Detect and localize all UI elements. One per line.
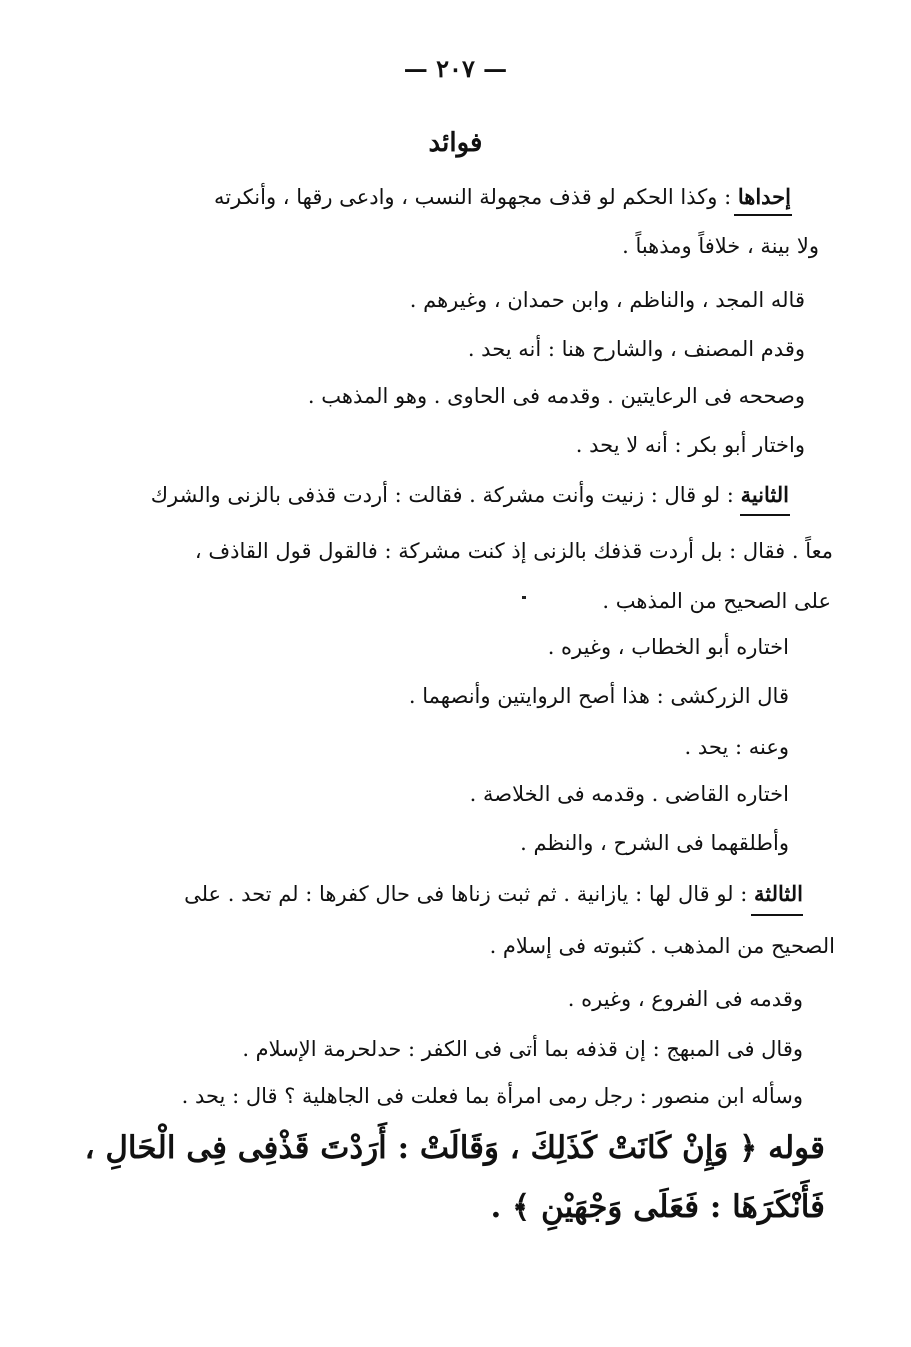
paragraph-line-7: [151, 479, 789, 511]
paragraph-line-2: ولا بينة ، خلافاً ومذهباً .: [622, 234, 819, 258]
paragraph-line-18: وقال فى المبهج : إن قذفه بما أتى فى الكفر : حدلحرمة الإسلام .: [242, 1037, 803, 1061]
paragraph-line-6: واختار أبو بكر : أنه لا يحد .: [575, 433, 805, 457]
lead-underline: [734, 214, 792, 216]
paragraph-line-11: قال الزركشى : هذا أصح الروايتين وأنصهما .: [408, 684, 789, 708]
lead-underline: [751, 914, 803, 916]
paragraph-line-13: اختاره القاضى . وقدمه فى الخلاصة .: [469, 782, 789, 806]
paragraph-line-3: قاله المجد ، والناظم ، وابن حمدان ، وغيرهم .: [409, 288, 805, 312]
section-title: فوائد: [428, 128, 483, 158]
paragraph-text: : لو قال لها : يازانية . ثم ثبت زناها فى حال كفرها : لم تحد . على: [184, 882, 748, 906]
paragraph-line-12: وعنه : يحد .: [684, 735, 789, 759]
paragraph-line-15: [184, 878, 803, 910]
paragraph-line-17: وقدمه فى الفروع ، وغيره .: [567, 987, 803, 1011]
quote-line-2: فَأَنْكَرَهَا : فَعَلَى وَجْهَيْنِ ﴾ .: [490, 1189, 825, 1225]
quote-line-1: قوله ﴿ وَإِنْ كَانَتْ كَذَلِكَ ، وَقَالَتْ : أَرَدْتَ قَذْفِى فِى الْحَالِ ،: [84, 1130, 825, 1166]
page-number: — ٢٠٧ —: [403, 54, 508, 83]
paragraph-line-14: وأطلقهما فى الشرح ، والنظم .: [520, 831, 789, 855]
paragraph-line-10: اختاره أبو الخطاب ، وغيره .: [547, 635, 789, 659]
paragraph-line-8: معاً . فقال : بل أردت قذفك بالزنى إذ كنت مشركة : فالقول قول القاذف ،: [194, 539, 833, 563]
paragraph-lead-second: الثانية: [740, 482, 789, 507]
paragraph-lead-third: الثالثة: [754, 881, 803, 906]
paragraph-line-1: [214, 181, 791, 213]
paragraph-line-5: وصححه فى الرعايتين . وقدمه فى الحاوى . وهو المذهب .: [307, 384, 805, 408]
paragraph-text: : وكذا الحكم لو قذف مجهولة النسب ، وادعى رقها ، وأنكرته: [214, 185, 732, 209]
paragraph-line-9: على الصحيح من المذهب .: [602, 589, 831, 613]
paragraph-text: : لو قال : زنيت وأنت مشركة . فقالت : أردت قذفى بالزنى والشرك: [150, 483, 734, 507]
paragraph-line-19: وسأله ابن منصور : رجل رمى امرأة بما فعلت فى الجاهلية ؟ قال : يحد .: [181, 1084, 803, 1108]
lead-underline: [740, 514, 790, 516]
print-speck: [522, 596, 526, 599]
paragraph-lead-first: إحداها: [737, 184, 791, 209]
paragraph-line-16: الصحيح من المذهب . كثبوته فى إسلام .: [489, 934, 835, 958]
paragraph-line-4: وقدم المصنف ، والشارح هنا : أنه يحد .: [467, 337, 805, 361]
